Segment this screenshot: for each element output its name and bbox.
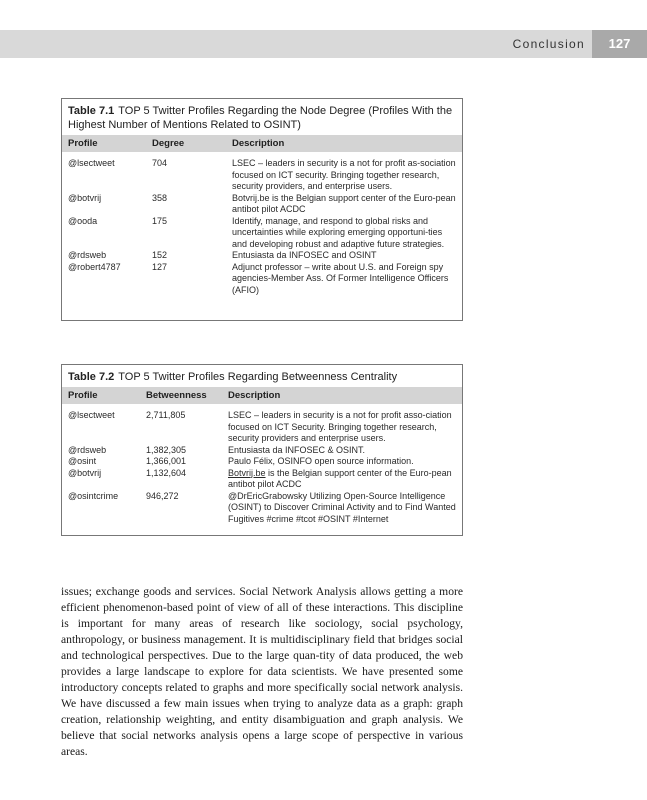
betweenness-cell: 946,272 <box>146 490 179 501</box>
degree-cell: 175 <box>152 215 168 226</box>
body-paragraph: issues; exchange goods and services. Social Network Analysis allows getting a more efficient phenomenon-based point of view of all of these interactions. This discipline is important for many areas of research like sociology, social psychology, anthropology, or business management. It is multidisciplinary field that bridges social and technological perspectives. Due to the large quan-tity of data produced, the web provides a large landscape to explore for data scientists. We have presented some introductory concepts related to graphs and more specifically social network analysis. We have discussed a few main issues when trying to analyze data as a graph: graph creation, relationship weighting, and entity disambiguation and graph analysis. We believe that social networks analysis opens a large scope of perspective in various areas. <box>61 584 463 758</box>
table-label: Table 7.2 <box>68 371 115 383</box>
degree-cell: 704 <box>152 158 168 168</box>
data-table <box>62 135 462 296</box>
description-cell: Botvrij.be is the Belgian support center of the Euro-pean antibot pilot ACDC <box>232 192 456 214</box>
table-row <box>62 456 462 468</box>
profile-cell: @lsectweet <box>68 158 115 168</box>
description-cell: Entusiasta da INFOSEC & OSINT. <box>228 444 366 455</box>
profile-cell: @osintcrime <box>68 490 119 501</box>
column-header: Betweenness <box>140 387 222 404</box>
profile-cell: @lsectweet <box>68 410 115 420</box>
degree-cell: 127 <box>152 261 168 272</box>
table-row <box>62 262 462 297</box>
section-title: Conclusion <box>512 37 585 51</box>
profile-cell: @osint <box>68 456 97 466</box>
description-cell: Entusiasta da INFOSEC and OSINT <box>232 250 377 260</box>
profile-cell: @ooda <box>68 215 98 226</box>
column-header: Profile <box>62 387 140 404</box>
description-cell: Identify, manage, and respond to global risks and uncertainties while exploring emerging opportuni-ties and developing robust and adaptive future strategies. <box>232 215 445 249</box>
column-header: Description <box>226 135 462 152</box>
betweenness-cell: 1,382,305 <box>146 444 187 455</box>
table-label: Table 7.1 <box>68 105 115 117</box>
betweenness-cell: 2,711,805 <box>146 410 186 420</box>
botvrij-link[interactable]: Botvrij.be <box>228 467 266 478</box>
table-row <box>62 193 462 216</box>
profile-cell: @botvrij <box>68 467 102 478</box>
table-row <box>62 152 462 193</box>
table-row <box>62 468 462 491</box>
table-row <box>62 445 462 457</box>
table-7-1 <box>61 98 463 321</box>
description-cell: LSEC – leaders in security is a not for profit as-sociation focused on ICT security. Bringing together research, security providers, and enterprise users. <box>232 158 456 191</box>
running-header <box>0 30 647 58</box>
profile-cell: @rdsweb <box>68 250 107 260</box>
profile-cell: @botvrij <box>68 192 102 203</box>
description-cell: Adjunct professor – write about U.S. and Foreign spy agencies-Member Ass. Of Former Intelligence Officers (AFIO) <box>232 261 449 295</box>
profile-cell: @robert4787 <box>68 261 121 272</box>
profile-cell: @rdsweb <box>68 444 107 455</box>
degree-cell: 358 <box>152 192 168 203</box>
betweenness-cell: 1,132,604 <box>146 467 187 478</box>
degree-cell: 152 <box>152 250 168 260</box>
betweenness-cell: 1,366,001 <box>146 456 187 466</box>
page-number: 127 <box>592 30 647 58</box>
description-text: is the Belgian support center of the Euro-pean antibot pilot ACDC <box>228 467 452 489</box>
table-row <box>62 404 462 445</box>
table-caption <box>62 365 462 387</box>
table-header-row <box>62 135 462 152</box>
column-header: Description <box>222 387 462 404</box>
table-title: TOP 5 Twitter Profiles Regarding Betweenness Centrality <box>118 371 398 383</box>
table-row <box>62 216 462 251</box>
table-header-row <box>62 387 462 404</box>
description-cell: LSEC – leaders in security is a not for profit asso-ciation focused on ICT Security. Bringing together research, security providers and enterprise users. <box>228 410 452 443</box>
data-table <box>62 387 462 525</box>
table-row <box>62 491 462 526</box>
column-header: Profile <box>62 135 146 152</box>
column-header: Degree <box>146 135 226 152</box>
table-7-2 <box>61 364 463 536</box>
description-cell <box>222 468 462 491</box>
table-caption <box>62 99 462 135</box>
description-cell: @DrEricGrabowsky Utilizing Open-Source Intelligence (OSINT) to Discover Criminal Activity and to Find Wanted Fugitives #crime #tcot #OSINT #Internet <box>228 490 456 524</box>
table-row <box>62 250 462 262</box>
table-title: TOP 5 Twitter Profiles Regarding the Node Degree (Profiles With the Highest Number of Mentions Related to OSINT) <box>68 105 453 131</box>
description-cell: Paulo Félix, OSINFO open source information. <box>228 456 414 466</box>
